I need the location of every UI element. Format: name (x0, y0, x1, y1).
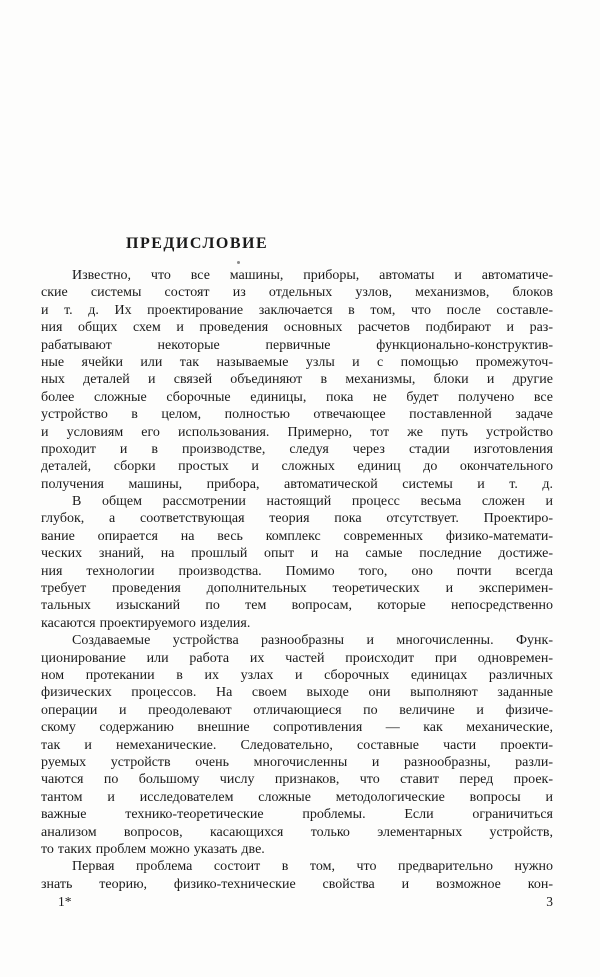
text-line: ские системы состоят из отдельных узлов, механизмов, блоков (41, 285, 553, 301)
text-line: тальных изысканий по тем вопросам, которые непосредственно (41, 598, 553, 614)
text-line: скому содержанию внешние сопротивления — как механические, (41, 720, 553, 736)
text-line: физических процессов. На своем выходе они выполняют заданные (41, 685, 553, 701)
text-line: ных деталей и связей объединяют в механизмы, блоки и другие (41, 372, 553, 388)
text-line: получения машины, прибора, автоматической системы и т. д. (41, 476, 553, 492)
text-line: анализом вопросов, касающихся только элементарных устройств, (41, 824, 553, 840)
text-line: деталей, сборки простых и сложных единиц до окончательного (41, 459, 553, 475)
text-line: так и немеханические. Следовательно, составные части проекти- (41, 737, 553, 753)
text-block (41, 267, 553, 893)
text-line: ния технологии производства. Помимо того, оно почти всегда (41, 563, 553, 579)
text-line: операции и преодолевают отличающиеся по величине и физиче- (41, 702, 553, 718)
page-footer (41, 893, 553, 910)
text-line: ционирование или работа их частей происходит при одновремен- (41, 650, 553, 666)
text-line: и условиям его использования. Примерно, тот же путь устройство (41, 424, 553, 440)
text-line: Первая проблема состоит в том, что предварительно нужно (72, 859, 553, 875)
page-title: ПРЕДИСЛОВИЕ (126, 235, 269, 252)
text-line: знать теорию, физико-технические свойства и возможное кон- (41, 876, 553, 892)
page-content (41, 234, 553, 893)
scan-speck (237, 261, 240, 264)
text-line: и т. д. Их проектирование заключается в том, что после составле- (41, 302, 553, 318)
text-line: касаются проектируемого изделия. (41, 615, 251, 631)
text-line: чаются по большому числу признаков, что ставит перед проек- (41, 772, 553, 788)
text-line: В общем рассмотрении настоящий процесс весьма сложен и (72, 494, 553, 510)
text-line: вание опирается на весь комплекс современных физико-математи- (41, 528, 553, 544)
text-line: устройство в целом, полностью отвечающее поставленной задаче (41, 407, 553, 423)
paragraph (41, 858, 553, 893)
text-line: требует проведения дополнительных теоретических и эксперимен- (41, 581, 553, 597)
text-line: тантом и исследователем сложные методологические вопросы и (41, 789, 553, 805)
paragraph (41, 493, 553, 632)
text-line: важные технико-теоретические проблемы. Если ограничиться (41, 807, 553, 823)
text-line: ческих знаний, на прошлый опыт и на самые последние достиже- (41, 546, 553, 562)
text-line: более сложные сборочные единицы, пока не будет получено все (41, 389, 553, 405)
text-line: ном протекании в их узлах и сборочных единицах различных (41, 667, 553, 683)
page-number: 3 (546, 894, 553, 909)
text-line: рабатывают некоторые первичные функционально-конструктив- (41, 337, 553, 353)
text-line: ния общих схем и проведения основных расчетов подбирают и раз- (41, 320, 553, 336)
text-line: Создаваемые устройства разнообразны и многочисленны. Функ- (72, 633, 553, 649)
paragraph (41, 632, 553, 858)
text-line: ные ячейки или так называемые узлы и с помощью промежуточ- (41, 354, 553, 370)
paragraph (41, 267, 553, 493)
text-line: глубок, а соответствующая теория пока отсутствует. Проектиро- (41, 511, 553, 527)
text-line: проходит и в производстве, следуя через стадии изготовления (41, 441, 553, 457)
printer-signature: 1* (58, 894, 72, 909)
text-line: то таких проблем можно указать две. (41, 841, 265, 857)
text-line: Известно, что все машины, приборы, автоматы и автоматиче- (72, 268, 553, 283)
text-line: руемых устройств очень многочисленны и разнообразны, разли- (41, 754, 553, 770)
